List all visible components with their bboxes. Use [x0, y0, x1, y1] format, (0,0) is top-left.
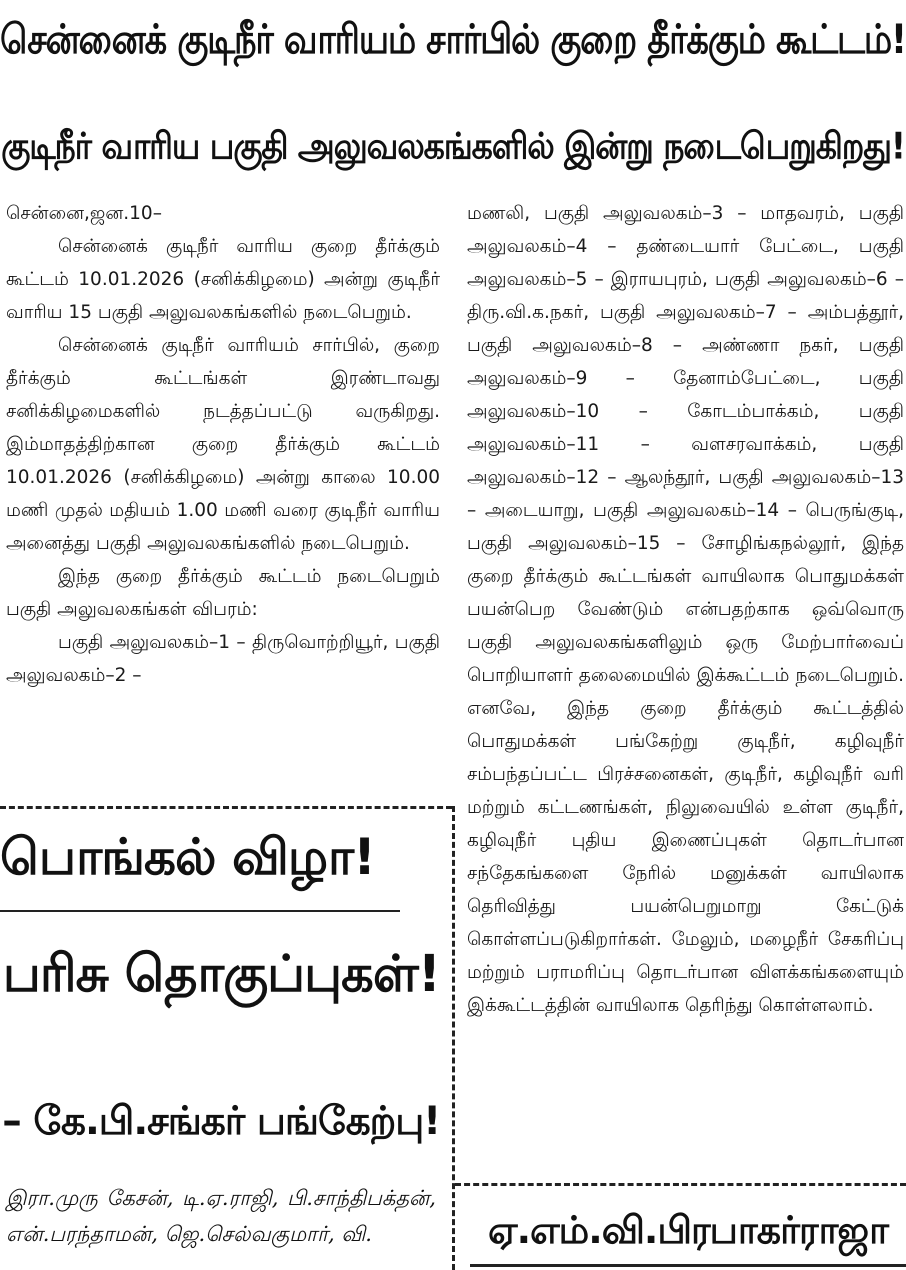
box-byline: – கே.பி.சங்கர் பங்கேற்பு! — [2, 1099, 440, 1144]
box-top-border — [0, 806, 452, 809]
box-names-text — [6, 1180, 436, 1253]
dateline: சென்னை,ஜன.10– — [6, 203, 162, 224]
box-divider — [0, 910, 400, 912]
article-paragraph: பகுதி அலுவலகம்–1 – திருவொற்றியூர், பகுதி அலுவலகம்–2 – — [6, 632, 440, 686]
box-right-border — [452, 806, 455, 1270]
box-subtitle: பரிசு தொகுப்புகள்! — [2, 945, 440, 1004]
article-paragraph: சென்னைக் குடிநீர் வாரிய குறை தீர்க்கும் கூட்டம் 10.01.2026 (சனிக்கிழமை) அன்று குடிநீர் வாரிய 15 பகுதி அலுவலகங்களில் நடைபெறும். — [6, 236, 440, 323]
article-left-column — [6, 197, 440, 692]
next-article-top-border — [455, 1183, 906, 1186]
article-paragraph: சென்னைக் குடிநீர் வாரியம் சார்பில், குறை தீர்க்கும் கூட்டங்கள் இரண்டாவது சனிக்கிழமைகளில் நடத்தப்பட்டு வருகிறது. இம்மாதத்திற்கான குறை தீர்க்கும் கூட்டம் 10.01.2026 (சனிக்கிழமை) அன்று காலை 10.00 மணி முதல் மதியம் 1.00 மணி வரை குடிநீர் வாரிய அனைத்து பகுதி அலுவலகங்களில் நடைபெறும். — [6, 335, 440, 554]
next-article-rule — [470, 1264, 906, 1267]
headline: சென்னைக் குடிநீர் வாரியம் சார்பில் குறை தீர்க்கும் கூட்டம்! — [0, 17, 906, 64]
box-title: பொங்கல் விழா! — [0, 828, 375, 886]
subheadline: குடிநீர் வாரிய பகுதி அலுவலகங்களில் இன்று நடைபெறுகிறது! — [1, 124, 905, 168]
article-continued: மணலி, பகுதி அலுவலகம்–3 – மாதவரம், பகுதி அலுவலகம்–4 – தண்டையார் பேட்டை, பகுதி அலுவலகம்–5 – இராயபுரம், பகுதி அலுவலகம்–6 – திரு.வி.க.நகர், பகுதி அலுவலகம்–7 – அம்பத்தூர், பகுதி அலுவலகம்–8 – அண்ணா நகர், பகுதி அலுவலகம்–9 – தேனாம்பேட்டை, பகுதி அலுவலகம்–10 – கோடம்பாக்கம், பகுதி அலுவலகம்–11 – வளசரவாக்கம், பகுதி அலுவலகம்–12 – ஆலந்தூர், பகுதி அலுவலகம்–13 – அடையாறு, பகுதி அலுவலகம்–14 – பெருங்குடி, பகுதி அலுவலகம்–15 – சோழிங்கநல்லூர், இந்த குறை தீர்க்கும் கூட்டங்கள் வாயிலாக பொதுமக்கள் பயன்பெற வேண்டும் என்பதற்காக ஒவ்வொரு பகுதி அலுவலகங்களிலும் ஒரு மேற்பார்வைப் பொறியாளர் தலைமையில் இக்கூட்டம் நடைபெறும். எனவே, இந்த குறை தீர்க்கும் கூட்டத்தில் பொதுமக்கள் பங்கேற்று குடிநீர், கழிவுநீர் சம்பந்தப்பட்ட பிரச்சனைகள், குடிநீர், கழிவுநீர் வரி மற்றும் கட்டணங்கள், நிலுவையில் உள்ள குடிநீர், கழிவுநீர் புதிய இணைப்புகள் தொடர்பான சந்தேகங்களை நேரில் மனுக்கள் வாயிலாக தெரிவித்து பயன்பெறுமாறு கேட்டுக் கொள்ளப்படுகிறார்கள். மேலும், மழைநீர் சேகரிப்பு மற்றும் பராமரிப்பு தொடர்பான விளக்கங்களையும் இக்கூட்டத்தின் வாயிலாக தெரிந்து கொள்ளலாம். — [467, 203, 904, 1016]
names-paragraph: இரா.முரு கேசன், டி.ஏ.ராஜி, பி.சாந்திபக்தன், என்.பரந்தாமன், ஜெ.செல்வகுமார், வி. — [6, 1186, 436, 1247]
article-right-column — [467, 197, 904, 1022]
next-article-headline: ஏ.எம்.வி.பிரபாகர்ராஜா — [488, 1208, 888, 1252]
article-paragraph: இந்த குறை தீர்க்கும் கூட்டம் நடைபெறும் பகுதி அலுவலகங்கள் விபரம்: — [6, 566, 440, 620]
